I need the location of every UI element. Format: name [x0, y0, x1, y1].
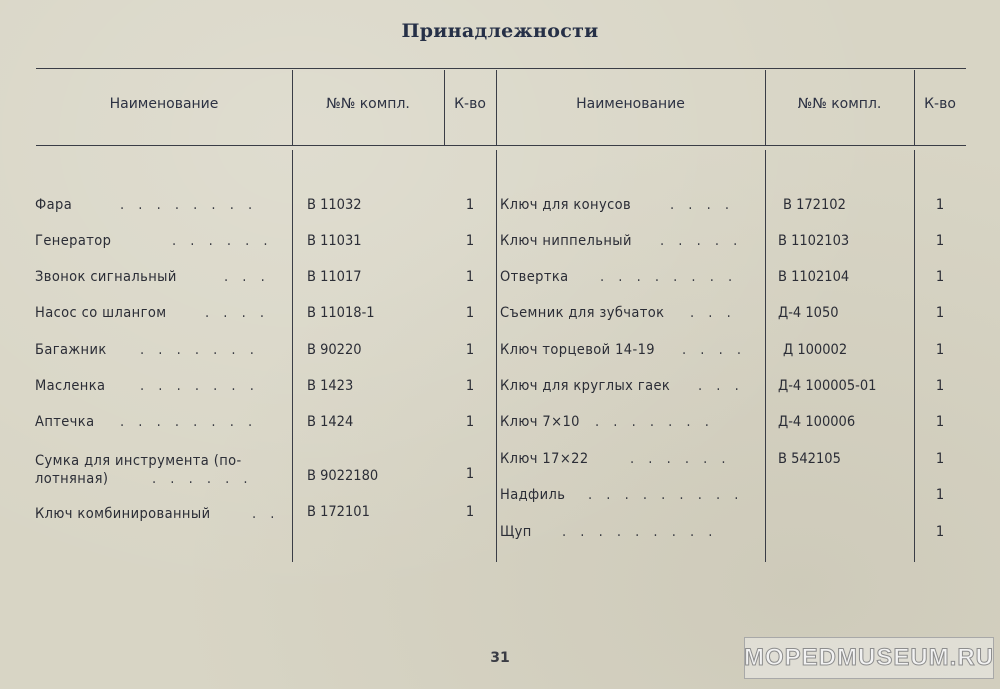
column-divider: [765, 150, 766, 562]
item-qty: 1: [935, 378, 945, 394]
item-name: Звонок сигнальный: [35, 269, 177, 285]
item-qty: 1: [465, 233, 475, 249]
leader-dots: . .: [252, 506, 280, 522]
item-name: Ключ для конусов: [500, 197, 632, 213]
item-name: Ключ 17×22: [500, 451, 589, 467]
leader-dots: . . .: [224, 269, 270, 285]
item-qty: 1: [465, 378, 475, 394]
column-divider: [914, 150, 915, 562]
item-code: В 11017: [307, 269, 362, 285]
item-code: В 172101: [307, 504, 370, 520]
leader-dots: . . . . . . .: [595, 414, 714, 430]
leader-dots: . . . . .: [660, 233, 743, 249]
item-qty: 1: [935, 487, 945, 503]
item-name: Багажник: [35, 342, 107, 358]
item-name: Насос со шлангом: [35, 305, 167, 321]
header-qty-left: К-во: [454, 96, 486, 112]
item-name: Щуп: [500, 524, 532, 540]
item-code: Д-4 100006: [778, 414, 856, 430]
column-divider: [292, 150, 293, 562]
leader-dots: . . . . . . . .: [600, 269, 738, 285]
header-code-right: №№ компл.: [797, 96, 882, 112]
item-qty: 1: [465, 504, 475, 520]
item-code: В 11032: [307, 197, 362, 213]
page-number: 31: [490, 650, 510, 666]
item-qty: 1: [935, 305, 945, 321]
item-qty: 1: [465, 466, 475, 482]
header-code-left: №№ компл.: [326, 96, 410, 112]
leader-dots: . . .: [698, 378, 744, 394]
item-name: Аптечка: [35, 414, 95, 430]
item-code: В 1102103: [778, 233, 850, 249]
item-qty: 1: [935, 342, 945, 358]
item-name: Сумка для инструмента (по-: [35, 453, 242, 469]
item-code: В 1424: [307, 414, 354, 430]
item-code: В 1423: [307, 378, 354, 394]
item-qty: 1: [465, 342, 475, 358]
item-name: Ключ ниппельный: [500, 233, 632, 249]
item-code: В 542105: [778, 451, 841, 467]
leader-dots: . . . . . .: [152, 471, 253, 487]
item-qty: 1: [935, 233, 945, 249]
page-title: Принадлежности: [401, 20, 599, 42]
item-qty: 1: [935, 197, 945, 213]
leader-dots: . . . . . . . .: [120, 414, 258, 430]
item-name: Ключ комбинированный: [35, 506, 211, 522]
item-qty: 1: [465, 197, 475, 213]
item-name-continued: лотняная): [35, 471, 109, 487]
leader-dots: . . . . . . .: [140, 378, 259, 394]
leader-dots: . . . .: [205, 305, 269, 321]
item-name: Надфиль: [500, 487, 566, 503]
leader-dots: . . . . . .: [172, 233, 273, 249]
table-top-rule: [36, 68, 966, 69]
item-qty: 1: [465, 269, 475, 285]
item-code: В 9022180: [307, 468, 379, 484]
item-code: В 1102104: [778, 269, 850, 285]
header-bottom-rule: [36, 145, 966, 146]
item-name: Съемник для зубчаток: [500, 305, 665, 321]
leader-dots: . . . . . .: [630, 451, 731, 467]
leader-dots: . . . .: [670, 197, 734, 213]
item-qty: 1: [935, 414, 945, 430]
item-code: Д 100002: [783, 342, 848, 358]
item-name: Масленка: [35, 378, 106, 394]
leader-dots: . . .: [690, 305, 736, 321]
leader-dots: . . . .: [682, 342, 746, 358]
item-code: Д-4 100005-01: [778, 378, 877, 394]
item-qty: 1: [935, 451, 945, 467]
leader-dots: . . . . . . . .: [120, 197, 258, 213]
header-name-left: Наименование: [109, 96, 219, 112]
leader-dots: . . . . . . .: [140, 342, 259, 358]
item-qty: 1: [935, 269, 945, 285]
item-qty: 1: [465, 305, 475, 321]
item-code: Д-4 1050: [778, 305, 839, 321]
item-code: В 90220: [307, 342, 362, 358]
header-name-right: Наименование: [576, 96, 685, 112]
item-name: Ключ 7×10: [500, 414, 580, 430]
item-code: В 11031: [307, 233, 362, 249]
watermark-stamp: MOPEDMUSEUM.RU: [744, 637, 994, 679]
item-code: В 11018-1: [307, 305, 375, 321]
item-qty: 1: [465, 414, 475, 430]
item-name: Отвертка: [500, 269, 569, 285]
item-code: В 172102: [783, 197, 846, 213]
leader-dots: . . . . . . . . .: [562, 524, 718, 540]
item-name: Генератор: [35, 233, 112, 249]
item-name: Ключ торцевой 14-19: [500, 342, 655, 358]
header-qty-right: К-во: [924, 96, 956, 112]
item-name: Фара: [35, 197, 73, 213]
leader-dots: . . . . . . . . .: [588, 487, 744, 503]
item-name: Ключ для круглых гаек: [500, 378, 671, 394]
column-divider: [496, 150, 497, 562]
item-qty: 1: [935, 524, 945, 540]
